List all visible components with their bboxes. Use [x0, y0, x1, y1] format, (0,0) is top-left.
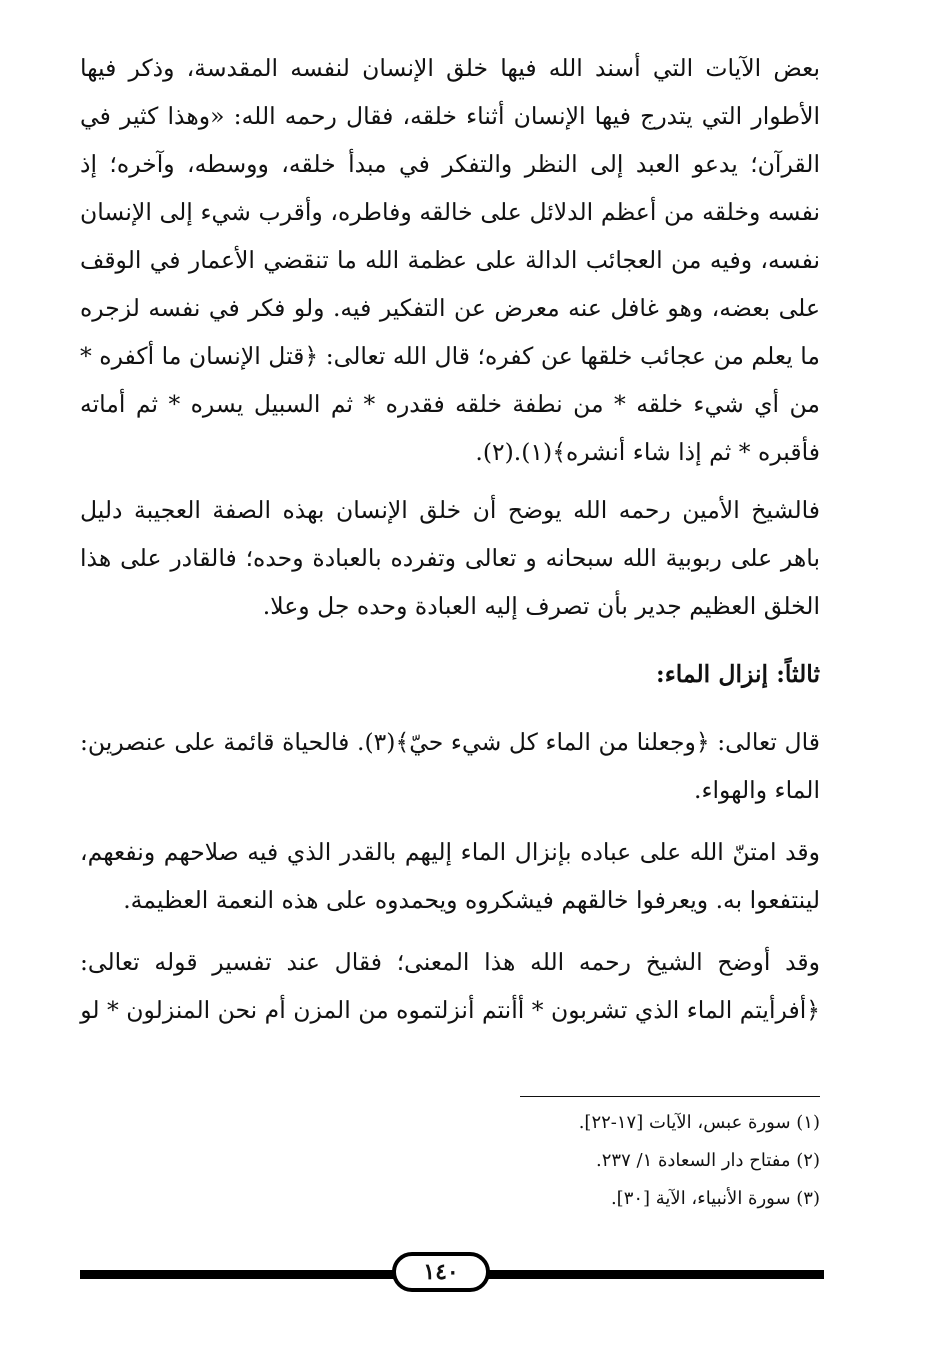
page-number: ١٤٠ [392, 1252, 490, 1292]
footnotes [80, 1104, 820, 1218]
footnote-2: (٢) مفتاح دار السعادة ١/ ٢٣٧. [596, 1150, 820, 1171]
paragraph-2: فالشيخ الأمين رحمه الله يوضح أن خلق الإنسان بهذه الصفة العجيبة دليل باهر على ربوبية الله سبحانه و تعالى وتفرده بالعبادة وحده؛ فالقادر على هذا الخلق العظيم جدير بأن تصرف إليه العبادة وحده جل وعلا. [80, 496, 820, 620]
page-rule-left [80, 1270, 402, 1279]
section-heading: ثالثاً: إنزال الماء: [656, 660, 820, 688]
page-rule-right [480, 1270, 824, 1279]
paragraph-1: بعض الآيات التي أسند الله فيها خلق الإنسان لنفسه المقدسة، وذكر فيها الأطوار التي يتدرج فيها الإنسان أثناء خلقه، فقال رحمه الله: «وهذا كثير في القرآن؛ يدعو العبد إلى النظر والتفكر في مبدأ خلقه، ووسطه، وآخره؛ إذ نفسه وخلقه من أعظم الدلائل على خالقه وفاطره، وأقرب شيء إلى الإنسان نفسه، وفيه من العجائب الدالة على عظمة الله ما تنقضي الأعمار في الوقف على بعضه، وهو غافل عنه معرض عن التفكير فيه. ولو فكر في نفسه لزجره ما يعلم من عجائب خلقها عن كفره؛ قال الله تعالى: ﴿قتل الإنسان ما أكفره * من أي شيء خلقه * من نطفة خلقه فقدره * ثم السبيل يسره * ثم أماته فأقبره * ثم إذا شاء أنشره﴾(١).(٢). [80, 54, 820, 466]
footnote-1: (١) سورة عبس، الآيات [١٧-٢٢]. [578, 1112, 820, 1133]
paragraph-5: وقد أوضح الشيخ رحمه الله هذا المعنى؛ فقال عند تفسير قوله تعالى: ﴿أفرأيتم الماء الذي تشربون * أأنتم أنزلتموه من المزن أم نحن المنزلون * لو [80, 948, 820, 1024]
paragraph-3: قال تعالى: ﴿وجعلنا من الماء كل شيء حيّ﴾(٣). فالحياة قائمة على عنصرين: الماء والهواء. [80, 728, 820, 804]
footnote-divider [520, 1096, 820, 1097]
footnote-3: (٣) سورة الأنبياء، الآية [٣٠]. [610, 1188, 820, 1209]
paragraph-4: وقد امتنّ الله على عباده بإنزال الماء إليهم بالقدر الذي فيه صلاحهم ونفعهم، لينتفعوا به. ويعرفوا خالقهم فيشكروه ويحمدوه على هذه النعمة العظيمة. [80, 838, 820, 914]
main-text [80, 44, 820, 1034]
